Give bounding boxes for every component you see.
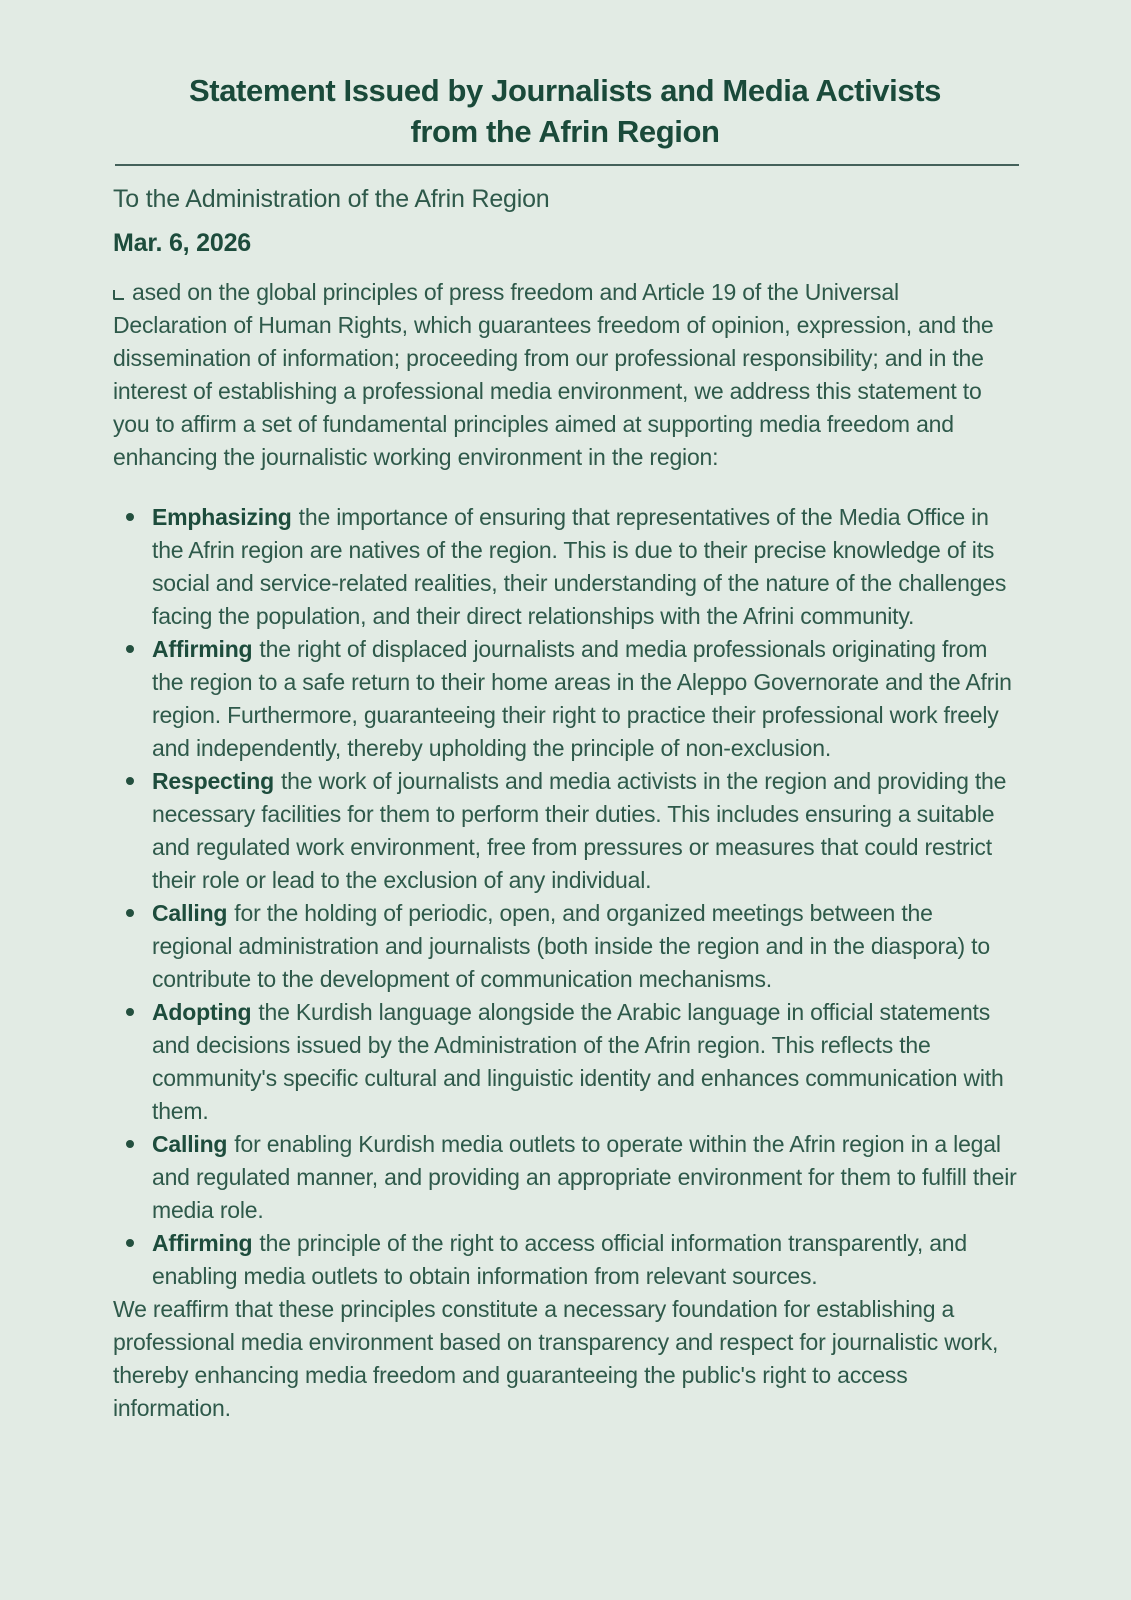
bullet-lead: Emphasizing (152, 504, 292, 530)
list-item (113, 1128, 1017, 1227)
intro-paragraph (113, 276, 1017, 474)
bullet-text: the principle of the right to access official information transparently, and enabling media outlets to obtain information from relevant sources. (152, 1230, 967, 1289)
list-item (113, 897, 1017, 996)
date-line: Mar. 6, 2026 (113, 229, 251, 257)
list-item (113, 1227, 1017, 1293)
bullet-lead: Calling (152, 1131, 228, 1157)
page-title-line1: Statement Issued by Journalists and Media Activists (189, 73, 941, 108)
principles-list (113, 501, 1017, 1293)
bullet-text: for the holding of periodic, open, and organized meetings between the regional administration and journalists (both inside the region and in the diaspora) to contribute to the development of communication mechanisms. (152, 900, 990, 992)
bullet-text: the right of displaced journalists and media professionals originating from the region to a safe return to their home areas in the Aleppo Governorate and the Afrin region. Furthermore, guaranteeing their right to practice their professional work freely and independently, thereby upholding the principle of non-exclusion. (152, 636, 1012, 761)
intro-text: ased on the global principles of press freedom and Article 19 of the Universal Declaration of Human Rights, which guarantees freedom of opinion, expression, and the dissemination of information; proceeding from our professional responsibility; and in the interest of establishing a professional media environment, we address this statement to you to affirm a set of fundamental principles aimed at supporting media freedom and enhancing the journalistic working environment in the region: (113, 279, 994, 470)
list-item (113, 996, 1017, 1128)
clipped-letter-glyph (113, 290, 124, 300)
bullet-text: the work of journalists and media activists in the region and providing the necessary facilities for them to perform their duties. This includes ensuring a suitable and regulated work environment, free from pressures or measures that could restrict their role or lead to the exclusion of any individual. (152, 768, 1007, 893)
bullet-text: the Kurdish language alongside the Arabic language in official statements and decisions issued by the Administration of the Afrin region. This reflects the community's specific cultural and linguistic identity and enhances communication with them. (152, 999, 1004, 1124)
bullet-text: for enabling Kurdish media outlets to operate within the Afrin region in a legal and regulated manner, and providing an appropriate environment for them to fulfill their media role. (152, 1131, 1017, 1223)
list-item (113, 501, 1017, 633)
bullet-lead: Affirming (152, 636, 253, 662)
recipient-line: To the Administration of the Afrin Region (113, 185, 550, 213)
page-title-line2: from the Afrin Region (410, 114, 720, 149)
bullet-lead: Respecting (152, 768, 274, 794)
page-title (113, 70, 1017, 152)
closing-paragraph: We reaffirm that these principles constitute a necessary foundation for establishing a professional media environment based on transparency and respect for journalistic work, thereby enhancing media freedom and guaranteeing the public's right to access information. (113, 1296, 999, 1421)
bullet-text: the importance of ensuring that representatives of the Media Office in the Afrin region are natives of the region. This is due to their precise knowledge of its social and service-related realities, their understanding of the nature of the challenges facing the population, and their direct relationships with the Afrini community. (152, 504, 1007, 629)
title-divider (115, 164, 1019, 166)
bullet-lead: Adopting (152, 999, 252, 1025)
bullet-lead: Calling (152, 900, 228, 926)
bullet-lead: Affirming (152, 1230, 253, 1256)
list-item (113, 765, 1017, 897)
list-item (113, 633, 1017, 765)
